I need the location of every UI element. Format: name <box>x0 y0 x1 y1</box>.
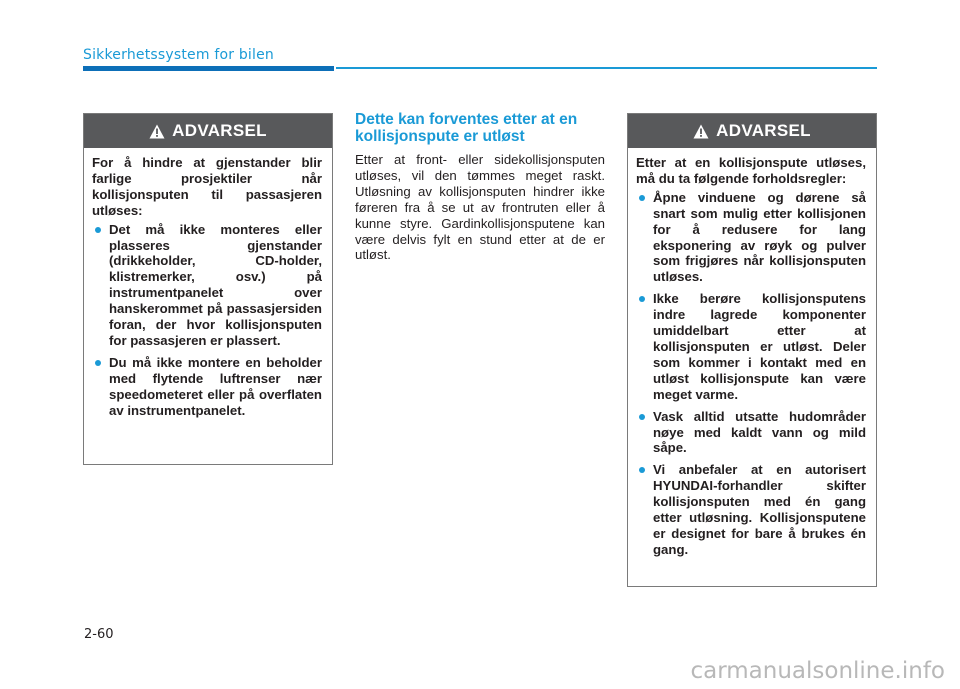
body-paragraph: Etter at front- eller sidekollisjonsputen utløses, vil den tømmes meget raskt. Utløsning av kollisjonsputen hindrer ikke føreren fra å se ut av frontruten eller å kunne styre. Gardinkollisjonsputene kan være delvis fylt en stund etter at de er utløst. <box>355 152 605 263</box>
list-item: Vi anbefaler at en autorisert HYUNDAI-forhandler skifter kollisjonsputen med én gang etter utløsning. Kollisjonsputene er designet for bare å brukes én gang. <box>636 462 866 557</box>
section-title: Sikkerhetssystem for bilen <box>83 47 275 63</box>
section-heading: Dette kan forventes etter at en kollisjonspute er utløst <box>355 111 578 145</box>
warning-title: ADVARSEL <box>716 121 811 140</box>
bullet-icon <box>639 195 645 201</box>
warning-triangle-icon <box>693 124 709 139</box>
warning-triangle-icon <box>149 124 165 139</box>
warning-header <box>84 114 332 148</box>
list-item: Det må ikke monteres eller plasseres gjenstander (drikkeholder, CD-holder, klistremerker, osv.) på instrumentpanelet over hanskerommet på passasjersiden foran, der hvor kollisjonsputen for passasjeren er plassert. <box>92 222 322 349</box>
warning-title: ADVARSEL <box>172 121 267 140</box>
page-number: 2-60 <box>84 627 114 642</box>
watermark: carmanualsonline.info <box>690 658 945 684</box>
warning-header <box>628 114 876 148</box>
list-item: Du må ikke montere en beholder med flytende luftrenser nær speedometeret eller på overflaten av instrumentpanelet. <box>92 355 322 419</box>
list-item: Vask alltid utsatte hudområder nøye med kaldt vann og mild såpe. <box>636 409 866 457</box>
bullet-icon <box>639 296 645 302</box>
bullet-icon <box>639 467 645 473</box>
header-rule-light <box>336 67 877 69</box>
header-rule-dark <box>83 66 334 71</box>
list-item: Ikke berøre kollisjonsputens indre lagrede komponenter umiddelbart etter at kollisjonsputen er utløst. Deler som kommer i kontakt med en utløst kollisjonspute kan være meget varme. <box>636 291 866 402</box>
list-item: Åpne vinduene og dørene så snart som mulig etter kollisjonen for å redusere for lang eksponering av røyk og pulver som frigjøres når kollisjonsputen utløses. <box>636 190 866 285</box>
warning-intro: For å hindre at gjenstander blir farlige prosjektiler når kollisjonsputen til passasjeren utløses: <box>92 155 322 218</box>
bullet-icon <box>95 360 101 366</box>
warning-box-right <box>627 113 877 587</box>
bullet-icon <box>639 414 645 420</box>
warning-intro: Etter at en kollisjonspute utløses, må du ta følgende forholdsregler: <box>636 155 866 186</box>
bullet-icon <box>95 227 101 233</box>
warning-box-left <box>83 113 333 465</box>
